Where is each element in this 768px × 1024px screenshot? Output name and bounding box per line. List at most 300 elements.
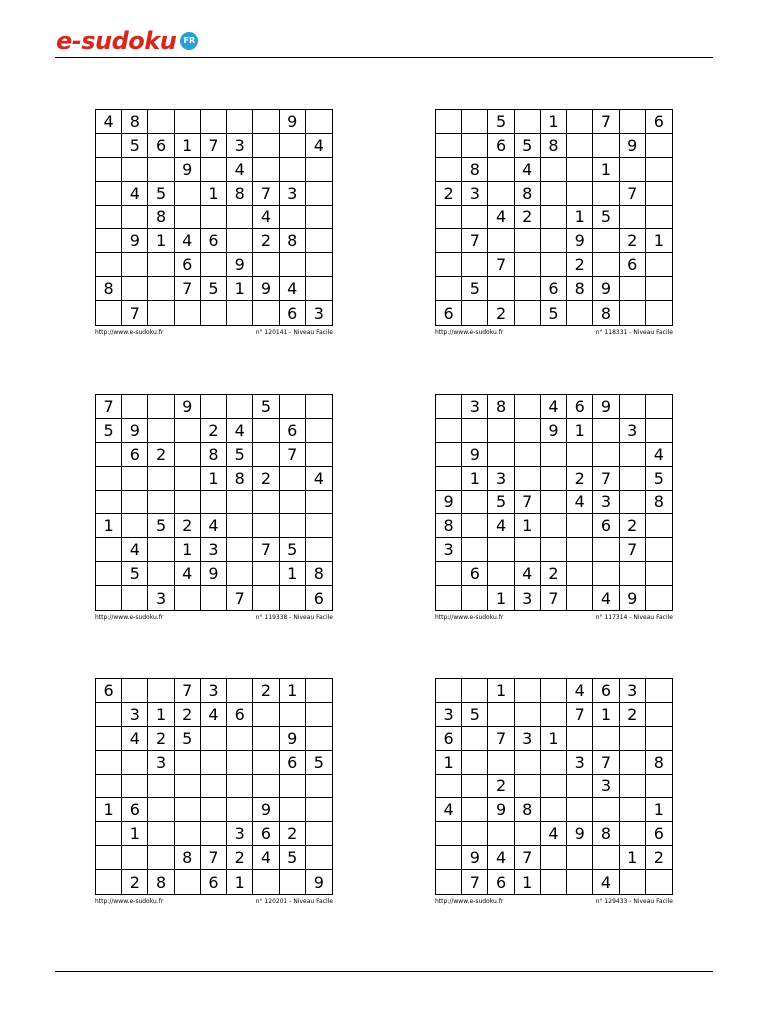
sudoku-cell — [541, 158, 567, 182]
sudoku-cell — [567, 443, 593, 467]
sudoku-cell: 4 — [306, 467, 332, 491]
sudoku-cell: 2 — [253, 679, 279, 703]
puzzle-footer — [435, 614, 673, 621]
puzzle-url: http://www.e-sudoku.fr — [95, 329, 164, 336]
sudoku-cell — [201, 206, 227, 230]
sudoku-cell: 4 — [201, 514, 227, 538]
sudoku-cell — [567, 846, 593, 870]
sudoku-cell — [541, 703, 567, 727]
sudoku-cell — [306, 822, 332, 846]
sudoku-cell: 6 — [280, 419, 306, 443]
sudoku-cell: 6 — [201, 229, 227, 253]
puzzle-label: n° 120201 - Niveau Facile — [255, 898, 333, 905]
sudoku-cell: 8 — [646, 751, 672, 775]
sudoku-cell — [201, 727, 227, 751]
sudoku-cell: 8 — [96, 277, 122, 301]
sudoku-cell — [122, 846, 148, 870]
sudoku-cell: 5 — [306, 751, 332, 775]
sudoku-cell — [96, 229, 122, 253]
sudoku-cell: 4 — [253, 846, 279, 870]
sudoku-cell — [541, 467, 567, 491]
logo-text: e-sudoku — [56, 27, 177, 55]
sudoku-cell — [96, 253, 122, 277]
sudoku-cell — [593, 443, 619, 467]
sudoku-cell — [593, 134, 619, 158]
sudoku-cell: 7 — [253, 538, 279, 562]
sudoku-cell: 4 — [175, 229, 201, 253]
sudoku-cell — [96, 443, 122, 467]
sudoku-cell — [515, 679, 541, 703]
sudoku-cell — [122, 679, 148, 703]
sudoku-cell — [148, 419, 174, 443]
sudoku-cell — [201, 395, 227, 419]
sudoku-cell — [96, 586, 122, 610]
sudoku-cell — [306, 277, 332, 301]
sudoku-cell: 1 — [148, 229, 174, 253]
sudoku-cell — [122, 158, 148, 182]
sudoku-cell — [306, 514, 332, 538]
sudoku-cell: 9 — [253, 798, 279, 822]
sudoku-cell: 1 — [201, 182, 227, 206]
sudoku-cell: 9 — [122, 229, 148, 253]
sudoku-cell — [122, 467, 148, 491]
sudoku-cell — [515, 822, 541, 846]
sudoku-cell: 2 — [620, 229, 646, 253]
sudoku-cell — [306, 798, 332, 822]
sudoku-cell: 4 — [488, 206, 514, 230]
sudoku-cell: 8 — [515, 798, 541, 822]
sudoku-cell — [646, 727, 672, 751]
sudoku-cell — [593, 798, 619, 822]
sudoku-cell — [201, 586, 227, 610]
sudoku-cell — [541, 206, 567, 230]
sudoku-cell — [306, 679, 332, 703]
sudoku-cell: 5 — [122, 562, 148, 586]
puzzle-label: n° 129433 - Niveau Facile — [595, 898, 673, 905]
sudoku-cell — [96, 822, 122, 846]
sudoku-cell: 9 — [620, 134, 646, 158]
sudoku-cell: 2 — [148, 727, 174, 751]
sudoku-cell — [515, 110, 541, 134]
sudoku-puzzle-3 — [95, 394, 333, 621]
sudoku-cell: 1 — [620, 846, 646, 870]
sudoku-cell — [436, 586, 462, 610]
sudoku-cell: 5 — [280, 846, 306, 870]
sudoku-cell: 1 — [593, 703, 619, 727]
sudoku-cell — [175, 586, 201, 610]
sudoku-cell — [280, 467, 306, 491]
sudoku-cell — [541, 538, 567, 562]
sudoku-cell — [96, 182, 122, 206]
sudoku-cell — [280, 870, 306, 894]
sudoku-cell: 6 — [541, 277, 567, 301]
sudoku-cell: 4 — [227, 419, 253, 443]
sudoku-cell: 1 — [96, 798, 122, 822]
sudoku-cell — [436, 419, 462, 443]
sudoku-cell — [280, 395, 306, 419]
sudoku-cell — [175, 751, 201, 775]
site-logo[interactable] — [56, 26, 198, 56]
puzzle-url: http://www.e-sudoku.fr — [95, 614, 164, 621]
sudoku-cell — [488, 443, 514, 467]
sudoku-cell — [306, 182, 332, 206]
sudoku-cell — [488, 562, 514, 586]
sudoku-cell: 6 — [593, 679, 619, 703]
sudoku-cell: 6 — [462, 562, 488, 586]
sudoku-cell: 5 — [175, 727, 201, 751]
sudoku-cell — [148, 158, 174, 182]
sudoku-cell — [280, 703, 306, 727]
sudoku-cell — [567, 727, 593, 751]
sudoku-cell: 3 — [148, 751, 174, 775]
sudoku-cell: 5 — [462, 277, 488, 301]
sudoku-cell — [148, 491, 174, 515]
sudoku-cell: 1 — [593, 158, 619, 182]
sudoku-cell — [646, 870, 672, 894]
sudoku-cell: 4 — [253, 206, 279, 230]
sudoku-cell: 9 — [462, 846, 488, 870]
sudoku-cell — [227, 679, 253, 703]
sudoku-cell — [306, 443, 332, 467]
sudoku-cell: 7 — [96, 395, 122, 419]
sudoku-cell — [436, 253, 462, 277]
sudoku-cell: 7 — [593, 467, 619, 491]
sudoku-cell: 3 — [515, 586, 541, 610]
puzzle-label: n° 117314 - Niveau Facile — [595, 614, 673, 621]
sudoku-cell: 1 — [96, 514, 122, 538]
sudoku-cell — [227, 110, 253, 134]
sudoku-cell: 2 — [620, 703, 646, 727]
sudoku-cell: 3 — [280, 182, 306, 206]
sudoku-cell: 4 — [646, 443, 672, 467]
sudoku-cell — [620, 751, 646, 775]
sudoku-cell — [253, 110, 279, 134]
sudoku-cell — [541, 775, 567, 799]
sudoku-cell: 8 — [646, 491, 672, 515]
sudoku-cell — [620, 467, 646, 491]
sudoku-cell — [253, 514, 279, 538]
sudoku-cell — [488, 538, 514, 562]
sudoku-cell: 1 — [646, 798, 672, 822]
sudoku-cell: 8 — [567, 277, 593, 301]
sudoku-cell: 4 — [280, 277, 306, 301]
sudoku-cell: 1 — [227, 870, 253, 894]
sudoku-cell: 6 — [280, 301, 306, 325]
sudoku-cell — [227, 229, 253, 253]
sudoku-cell: 1 — [280, 679, 306, 703]
sudoku-cell: 3 — [593, 775, 619, 799]
sudoku-cell: 7 — [593, 751, 619, 775]
sudoku-cell: 6 — [175, 253, 201, 277]
sudoku-cell: 7 — [175, 277, 201, 301]
sudoku-cell — [488, 419, 514, 443]
sudoku-cell: 1 — [567, 206, 593, 230]
sudoku-cell: 3 — [620, 679, 646, 703]
sudoku-cell: 6 — [122, 443, 148, 467]
sudoku-cell — [96, 134, 122, 158]
sudoku-cell: 7 — [253, 182, 279, 206]
sudoku-cell: 4 — [96, 110, 122, 134]
sudoku-cell: 7 — [620, 182, 646, 206]
sudoku-cell: 4 — [201, 703, 227, 727]
sudoku-cell — [593, 419, 619, 443]
sudoku-cell: 2 — [567, 253, 593, 277]
sudoku-cell — [148, 679, 174, 703]
sudoku-cell: 4 — [593, 870, 619, 894]
sudoku-cell — [436, 206, 462, 230]
sudoku-cell — [462, 206, 488, 230]
sudoku-cell — [227, 775, 253, 799]
sudoku-puzzle-1 — [95, 109, 333, 336]
puzzle-label: n° 119338 - Niveau Facile — [255, 614, 333, 621]
sudoku-cell: 4 — [567, 679, 593, 703]
sudoku-cell — [96, 562, 122, 586]
sudoku-cell: 8 — [593, 822, 619, 846]
sudoku-cell — [175, 443, 201, 467]
sudoku-cell — [462, 679, 488, 703]
sudoku-cell: 5 — [280, 538, 306, 562]
sudoku-cell — [253, 134, 279, 158]
sudoku-cell — [436, 158, 462, 182]
sudoku-cell — [96, 206, 122, 230]
footer-divider — [55, 971, 713, 972]
sudoku-cell — [201, 491, 227, 515]
sudoku-cell — [462, 491, 488, 515]
sudoku-cell: 6 — [148, 134, 174, 158]
sudoku-cell: 8 — [227, 182, 253, 206]
sudoku-cell: 3 — [436, 703, 462, 727]
sudoku-cell — [488, 703, 514, 727]
sudoku-cell — [148, 822, 174, 846]
sudoku-cell: 9 — [227, 253, 253, 277]
sudoku-cell — [593, 538, 619, 562]
sudoku-cell: 6 — [201, 870, 227, 894]
sudoku-cell — [541, 514, 567, 538]
sudoku-cell: 5 — [227, 443, 253, 467]
sudoku-cell — [646, 253, 672, 277]
sudoku-cell: 4 — [122, 182, 148, 206]
sudoku-cell — [515, 253, 541, 277]
sudoku-cell — [462, 110, 488, 134]
sudoku-cell — [253, 301, 279, 325]
sudoku-cell — [436, 229, 462, 253]
sudoku-cell: 4 — [515, 562, 541, 586]
sudoku-cell: 7 — [462, 229, 488, 253]
sudoku-cell: 8 — [488, 395, 514, 419]
sudoku-cell: 9 — [436, 491, 462, 515]
sudoku-cell — [280, 158, 306, 182]
sudoku-cell — [227, 491, 253, 515]
sudoku-cell — [567, 134, 593, 158]
sudoku-cell — [96, 491, 122, 515]
sudoku-cell — [620, 727, 646, 751]
sudoku-cell: 8 — [280, 229, 306, 253]
sudoku-cell — [201, 301, 227, 325]
sudoku-cell: 8 — [436, 514, 462, 538]
sudoku-cell: 5 — [253, 395, 279, 419]
sudoku-cell — [462, 775, 488, 799]
sudoku-cell — [227, 301, 253, 325]
sudoku-cell: 7 — [280, 443, 306, 467]
sudoku-cell: 4 — [593, 586, 619, 610]
sudoku-cell: 2 — [253, 229, 279, 253]
sudoku-cell — [253, 491, 279, 515]
sudoku-cell: 1 — [541, 727, 567, 751]
sudoku-cell: 7 — [462, 870, 488, 894]
sudoku-cell — [306, 395, 332, 419]
sudoku-cell — [436, 870, 462, 894]
sudoku-cell — [436, 443, 462, 467]
sudoku-cell — [280, 514, 306, 538]
sudoku-cell: 3 — [201, 538, 227, 562]
sudoku-cell — [436, 277, 462, 301]
sudoku-cell — [227, 538, 253, 562]
sudoku-cell — [201, 253, 227, 277]
sudoku-cell — [462, 301, 488, 325]
sudoku-cell: 7 — [593, 110, 619, 134]
sudoku-cell — [462, 419, 488, 443]
sudoku-puzzle-2 — [435, 109, 673, 336]
sudoku-cell — [96, 538, 122, 562]
sudoku-cell — [462, 798, 488, 822]
sudoku-cell: 6 — [488, 870, 514, 894]
sudoku-cell — [306, 703, 332, 727]
sudoku-cell: 9 — [620, 586, 646, 610]
sudoku-cell — [593, 727, 619, 751]
sudoku-cell: 3 — [488, 467, 514, 491]
puzzle-url: http://www.e-sudoku.fr — [435, 614, 504, 621]
sudoku-cell — [175, 419, 201, 443]
sudoku-cell — [462, 253, 488, 277]
sudoku-cell: 3 — [148, 586, 174, 610]
logo-badge: FR — [180, 32, 198, 50]
sudoku-cell: 2 — [620, 514, 646, 538]
sudoku-cell — [96, 846, 122, 870]
sudoku-cell — [488, 751, 514, 775]
sudoku-cell: 1 — [488, 586, 514, 610]
sudoku-cell: 7 — [122, 301, 148, 325]
sudoku-cell: 5 — [593, 206, 619, 230]
sudoku-cell: 9 — [201, 562, 227, 586]
sudoku-cell — [227, 751, 253, 775]
sudoku-cell — [122, 395, 148, 419]
sudoku-cell: 7 — [567, 703, 593, 727]
sudoku-cell — [567, 182, 593, 206]
sudoku-cell: 4 — [541, 395, 567, 419]
sudoku-cell: 4 — [567, 491, 593, 515]
sudoku-cell: 6 — [227, 703, 253, 727]
sudoku-cell — [515, 467, 541, 491]
sudoku-cell: 9 — [567, 822, 593, 846]
sudoku-cell — [567, 798, 593, 822]
sudoku-cell: 7 — [175, 679, 201, 703]
sudoku-cell — [253, 562, 279, 586]
sudoku-cell — [122, 277, 148, 301]
sudoku-cell — [462, 538, 488, 562]
sudoku-cell — [280, 798, 306, 822]
sudoku-cell: 2 — [122, 870, 148, 894]
sudoku-cell: 9 — [175, 158, 201, 182]
sudoku-cell — [148, 538, 174, 562]
sudoku-cell: 4 — [122, 538, 148, 562]
sudoku-cell — [175, 301, 201, 325]
sudoku-cell — [436, 679, 462, 703]
sudoku-cell: 2 — [436, 182, 462, 206]
sudoku-cell: 4 — [122, 727, 148, 751]
sudoku-puzzle-5 — [95, 678, 333, 905]
sudoku-cell — [515, 775, 541, 799]
sudoku-cell: 1 — [175, 134, 201, 158]
sudoku-cell — [201, 798, 227, 822]
sudoku-cell — [436, 134, 462, 158]
sudoku-cell — [306, 538, 332, 562]
sudoku-cell: 2 — [541, 562, 567, 586]
sudoku-cell: 8 — [462, 158, 488, 182]
puzzle-footer — [95, 329, 333, 336]
sudoku-cell — [253, 586, 279, 610]
sudoku-cell: 9 — [593, 395, 619, 419]
sudoku-cell: 9 — [122, 419, 148, 443]
puzzle-footer — [435, 898, 673, 905]
sudoku-cell — [436, 467, 462, 491]
sudoku-cell — [462, 822, 488, 846]
sudoku-cell — [515, 538, 541, 562]
sudoku-cell: 3 — [227, 822, 253, 846]
sudoku-cell — [515, 703, 541, 727]
sudoku-cell: 7 — [488, 727, 514, 751]
sudoku-cell — [646, 301, 672, 325]
sudoku-cell — [593, 253, 619, 277]
puzzle-footer — [95, 614, 333, 621]
sudoku-cell — [306, 419, 332, 443]
sudoku-cell: 3 — [515, 727, 541, 751]
sudoku-cell — [620, 206, 646, 230]
sudoku-cell: 3 — [593, 491, 619, 515]
sudoku-cell: 1 — [515, 514, 541, 538]
sudoku-cell — [541, 798, 567, 822]
sudoku-cell: 8 — [175, 846, 201, 870]
sudoku-cell: 3 — [620, 419, 646, 443]
sudoku-cell — [175, 775, 201, 799]
sudoku-cell — [122, 206, 148, 230]
sudoku-cell — [227, 395, 253, 419]
sudoku-cell — [593, 229, 619, 253]
sudoku-cell — [515, 301, 541, 325]
sudoku-cell — [175, 110, 201, 134]
sudoku-cell — [253, 253, 279, 277]
sudoku-cell: 4 — [488, 514, 514, 538]
sudoku-cell — [96, 870, 122, 894]
sudoku-cell — [96, 467, 122, 491]
sudoku-cell — [96, 301, 122, 325]
sudoku-cell — [567, 775, 593, 799]
sudoku-cell: 3 — [313, 303, 324, 323]
puzzle-url: http://www.e-sudoku.fr — [435, 329, 504, 336]
sudoku-cell: 1 — [201, 467, 227, 491]
sudoku-cell — [175, 206, 201, 230]
sudoku-cell: 9 — [175, 395, 201, 419]
sudoku-cell: 7 — [227, 586, 253, 610]
sudoku-cell — [515, 443, 541, 467]
sudoku-cell — [646, 775, 672, 799]
sudoku-cell — [201, 751, 227, 775]
sudoku-cell — [306, 158, 332, 182]
sudoku-cell — [175, 822, 201, 846]
sudoku-cell — [436, 395, 462, 419]
sudoku-cell — [122, 253, 148, 277]
sudoku-cell — [541, 751, 567, 775]
sudoku-cell: 5 — [148, 182, 174, 206]
